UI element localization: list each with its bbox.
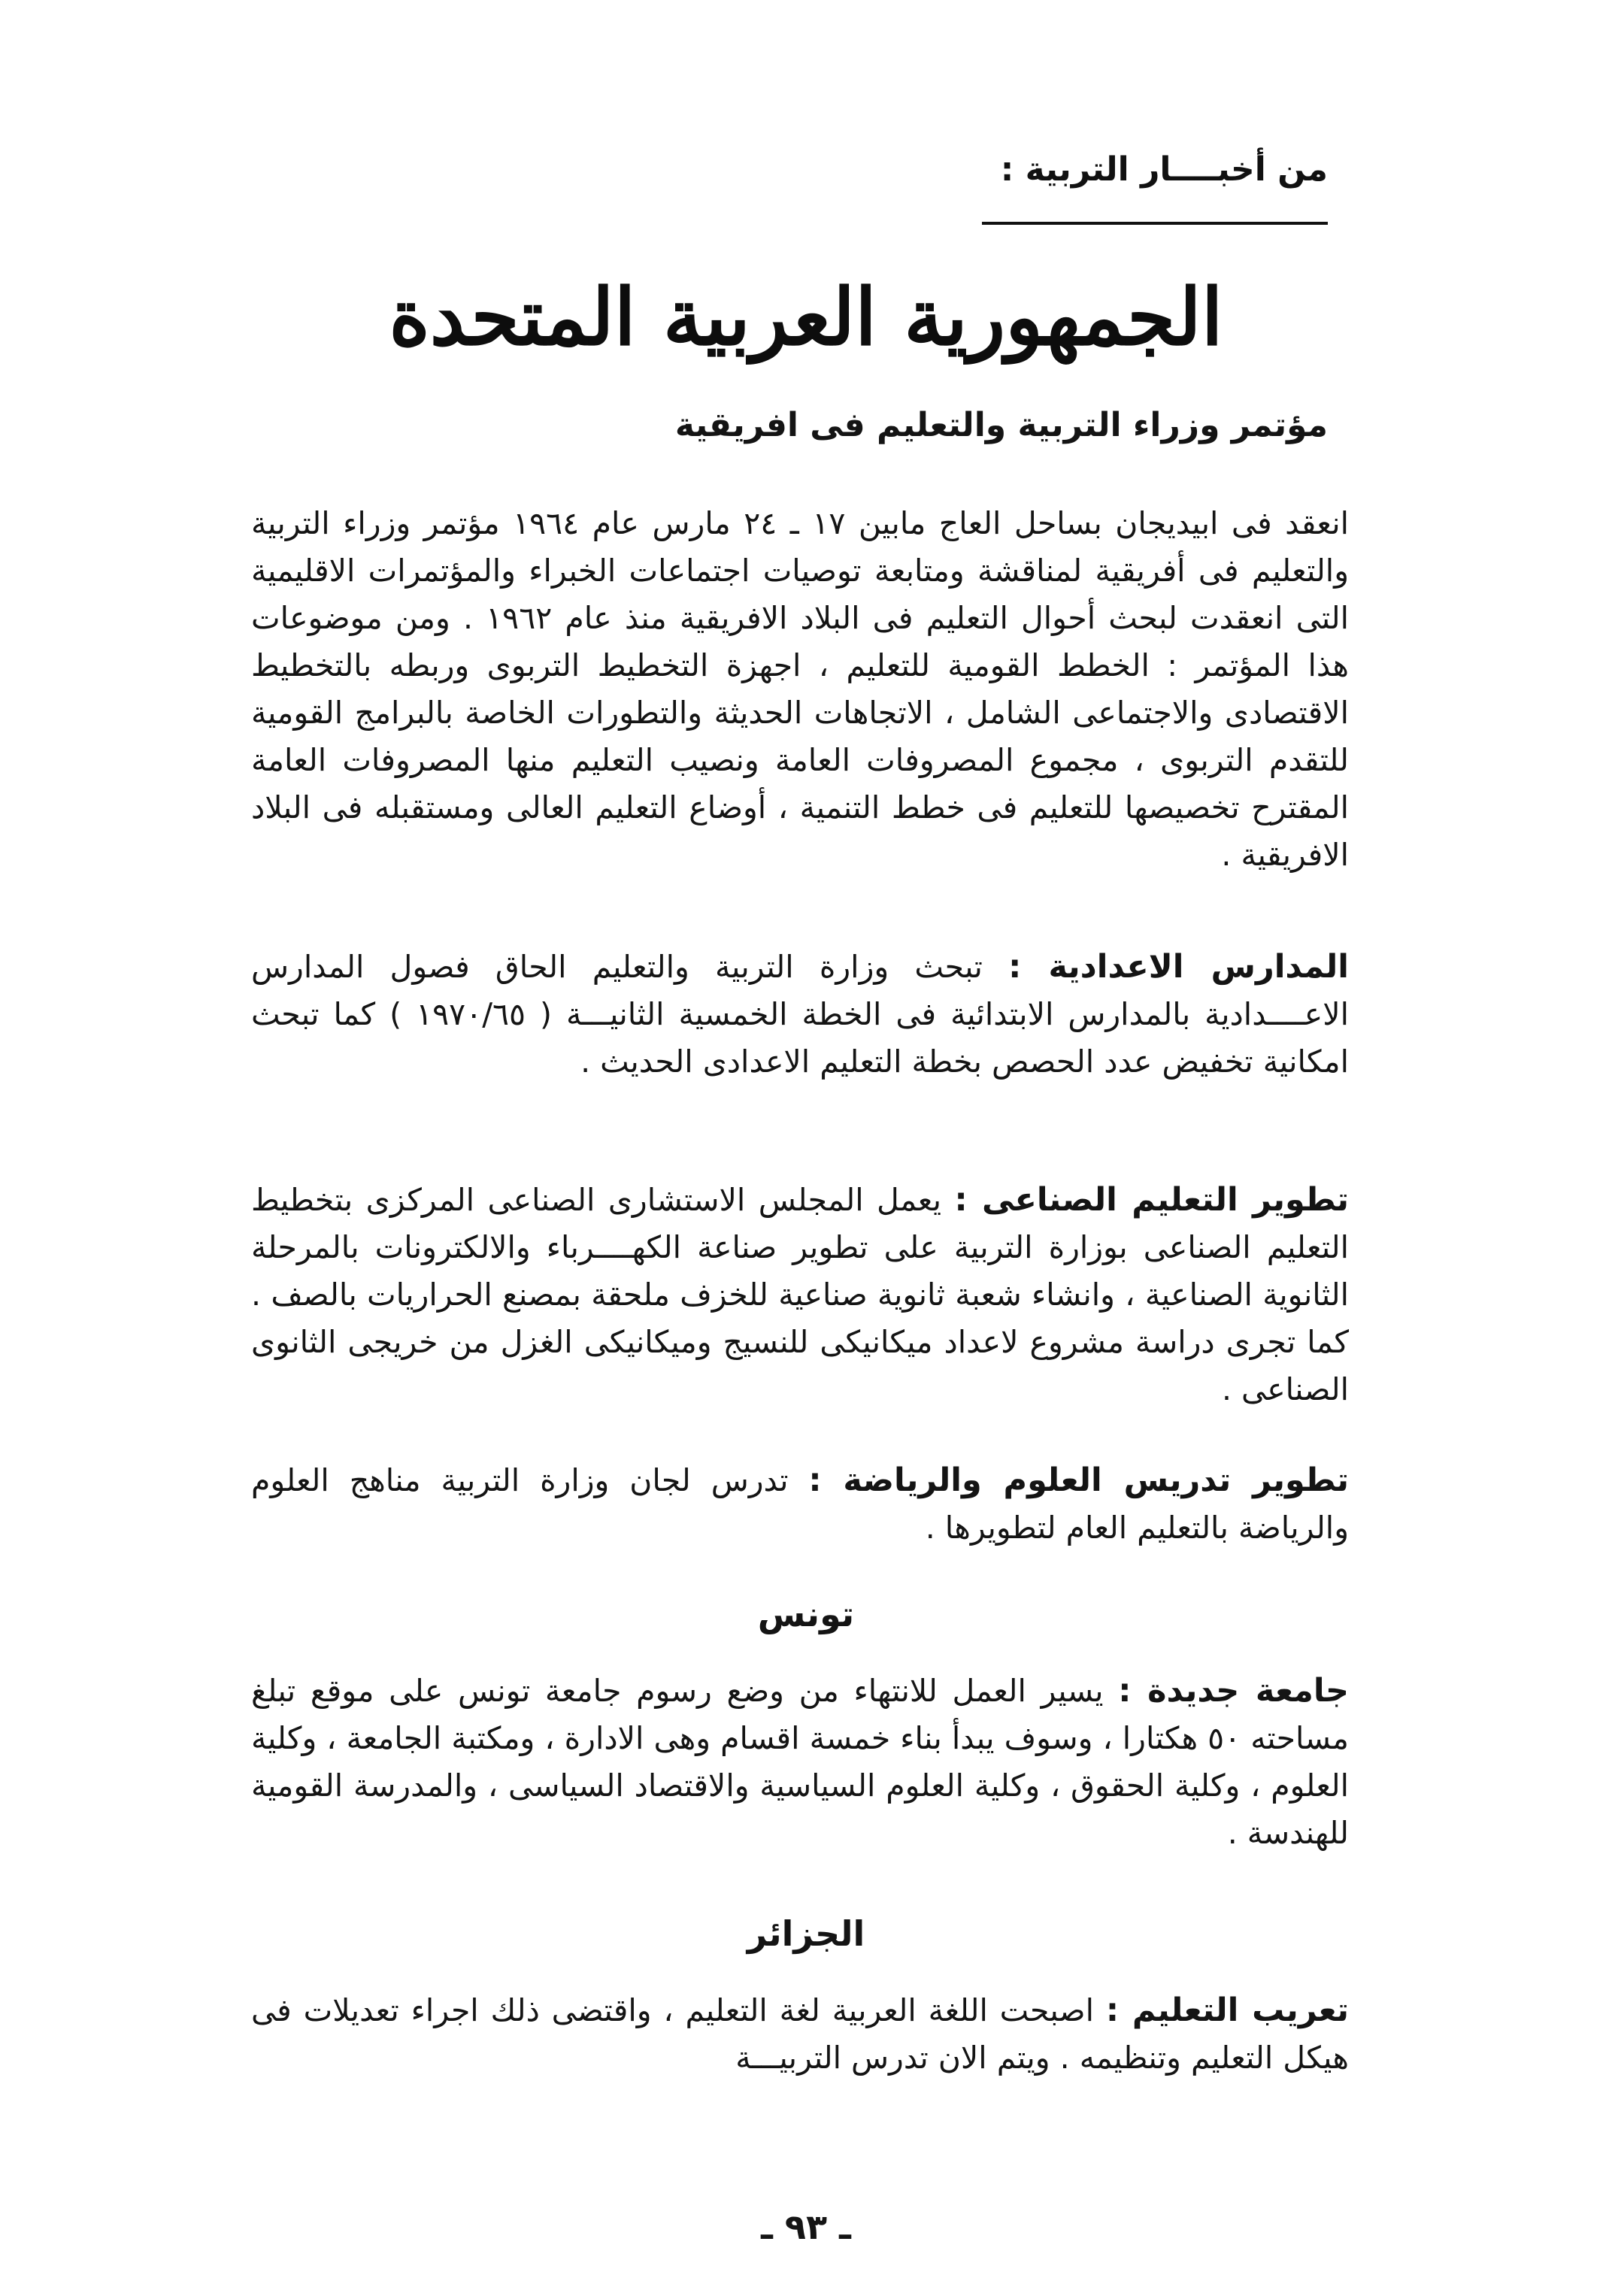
paragraph-lead: تطوير تدريس العلوم والرياضة : xyxy=(808,1462,1349,1499)
paragraph-text: يعمل المجلس الاستشارى الصناعى المركزى بتخطيط التعليم الصناعى بوزارة التربية على تطوير صناعة الكهــــرباء والالكترونات بالمرحلة الثانوية الصناعية ، وانشاء شعبة ثانوية صناعية للخزف ملحقة بمصنع الحراريات بالصف . كما تجرى دراسة مشروع لاعداد ميكانيكى للنسيج وميكانيكى الغزل من خريجى الثانوى الصناعى . xyxy=(251,1182,1349,1407)
paragraph-text: اصبحت اللغة العربية لغة التعليم ، واقتضى ذلك اجراء تعديلات فى هيكل التعليم وتنظيمه . ويتم الان تدرس التربيـــة xyxy=(251,1992,1349,2076)
section-label-underline xyxy=(982,222,1328,225)
article-subheading: مؤتمر وزراء التربية والتعليم فى افريقية xyxy=(674,406,1328,444)
paragraph-text: تدرس لجان وزارة التربية مناهج العلوم والرياضة بالتعليم العام لتطويرها . xyxy=(251,1462,1349,1546)
paragraph-lead: تعريب التعليم : xyxy=(1105,1992,1349,2029)
country-heading-tunisia: تونس xyxy=(757,1594,855,1634)
paragraph-text: انعقد فى ابيديجان بساحل العاج مابين ١٧ ـ ٢٤ مارس عام ١٩٦٤ مؤتمر وزراء التربية والتعليم فى أفريقية لمناقشة ومتابعة توصيات اجتماعات الخبراء والمؤتمرات الاقليمية التى انعقدت لبحث أحوال التعليم فى البلاد الافريقية منذ عام ١٩٦٢ . ومن موضوعات هذا المؤتمر : الخطط القومية للتعليم ، اجهزة التخطيط التربوى وربطه بالتخطيط الاقتصادى والاجتماعى الشامل ، الاتجاهات الحديثة والتطورات الخاصة بالبرامج القومية للتقدم التربوى ، مجموع المصروفات العامة ونصيب التعليم منها المصروفات العامة المقترح تخصيصها للتعليم فى خطط التنمية ، أوضاع التعليم العالى ومستقبله فى البلاد الافريقية . xyxy=(251,505,1350,873)
paragraph-lead: تطوير التعليم الصناعى : xyxy=(954,1181,1349,1219)
country-heading-algeria: الجزائر xyxy=(747,1913,865,1954)
paragraph-lead: المدارس الاعدادية : xyxy=(1008,948,1349,986)
page-title: الجمهورية العربية المتحدة xyxy=(389,271,1223,363)
paragraph-algeria-arabization xyxy=(251,1987,1349,2082)
section-label: من أخبــــار التربية : xyxy=(1000,150,1328,189)
paragraph-tunisia-university xyxy=(251,1667,1349,1857)
paragraph-text: يسير العمل للانتهاء من وضع رسوم جامعة تونس على موقع تبلغ مساحته ٥٠ هكتارا ، وسوف يبدأ بناء خمسة اقسام وهى الادارة ، ومكتبة الجامعة ، وكلية العلوم ، وكلية الحقوق ، وكلية العلوم السياسية والاقتصاد السياسى ، والمدرسة القومية للهندسة . xyxy=(251,1673,1350,1851)
page-number: ـ ٩٣ ـ xyxy=(761,2207,851,2247)
paragraph-lead: جامعة جديدة : xyxy=(1118,1672,1349,1710)
paragraph-industrial-education xyxy=(251,1177,1349,1413)
paragraph-preparatory-schools xyxy=(251,944,1349,1086)
paragraph-text: تبحث وزارة التربية والتعليم الحاق فصول المدارس الاعــــدادية بالمدارس الابتدائية فى الخطة الخمسية الثانيـــة ( ١٩٧٠/٦٥ ) كما تبحث امكانية تخفيض عدد الحصص بخطة التعليم الاعدادى الحديث . xyxy=(251,949,1349,1080)
paragraph-science-math xyxy=(251,1457,1349,1552)
paragraph-conference xyxy=(251,500,1349,879)
